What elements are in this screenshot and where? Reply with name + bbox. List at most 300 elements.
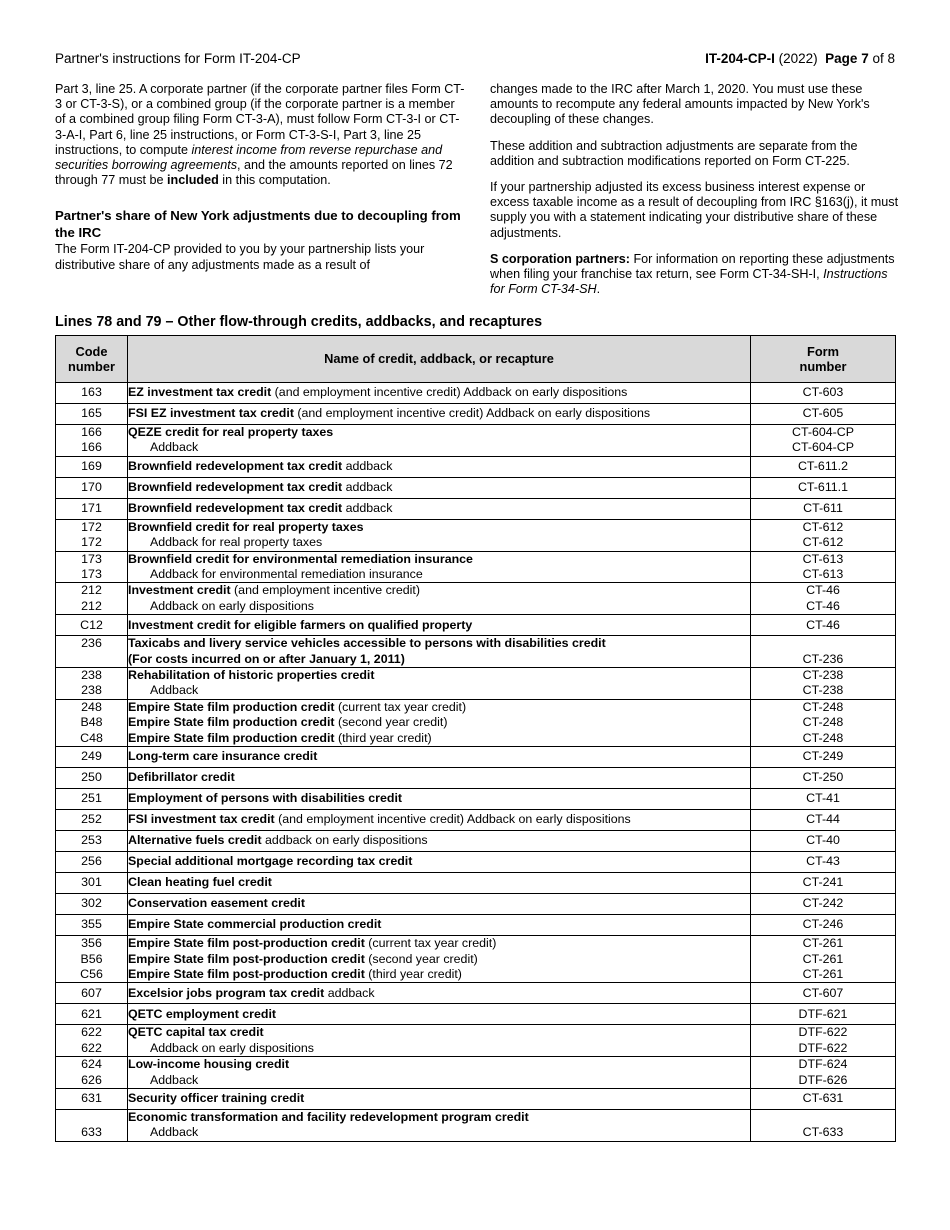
- credit-name-bold: Alternative fuels credit: [128, 833, 262, 848]
- credit-name-bold: Empire State film production credit: [128, 699, 335, 714]
- form-number: CT-633: [802, 1125, 844, 1140]
- cell-form-number: [751, 810, 896, 831]
- credit-name-bold: Security officer training credit: [128, 1091, 305, 1106]
- credit-name-line: [128, 967, 750, 982]
- form-number: CT-603: [802, 385, 844, 400]
- cell-credit-name: [128, 747, 751, 768]
- credit-name-plain: (second year credit): [364, 951, 478, 966]
- credit-name-line: [128, 520, 750, 535]
- table-row: [56, 747, 896, 768]
- cell-form-number: [751, 1025, 896, 1057]
- credit-name-line: [128, 791, 750, 806]
- form-number: DTF-621: [798, 1006, 848, 1021]
- rp4-period: .: [596, 282, 601, 297]
- table-row: [56, 915, 896, 936]
- table-row: [56, 810, 896, 831]
- form-number: CT-250: [802, 770, 844, 785]
- credit-name-line: [128, 1041, 750, 1056]
- form-number: CT-612: [802, 535, 844, 550]
- cell-form-number: [751, 636, 896, 668]
- right-paragraph-3: If your partnership adjusted its excess business interest expense or excess taxable income as a result of decoupling from IRC §163(j), it must supply you with a statement indicating your distributive share of these adjustments.: [490, 180, 899, 240]
- right-column: [490, 82, 902, 297]
- form-number: CT-631: [802, 1091, 844, 1106]
- credit-name-line: [128, 749, 750, 764]
- code-number: 171: [81, 501, 102, 516]
- cell-code-number: [56, 936, 128, 983]
- form-number: CT-46: [806, 598, 840, 613]
- table-row: [56, 425, 896, 457]
- code-number: 622: [81, 1040, 102, 1055]
- form-number: CT-236: [802, 651, 844, 666]
- cell-code-number: [56, 425, 128, 457]
- credit-name-bold: Excelsior jobs program tax credit: [128, 985, 325, 1000]
- year-text: (2022): [778, 51, 818, 66]
- cell-code-number: [56, 456, 128, 477]
- code-number: 626: [81, 1072, 102, 1087]
- cell-code-number: [56, 789, 128, 810]
- form-number: CT-261: [802, 936, 844, 951]
- cell-form-number: [751, 1109, 896, 1141]
- form-number: CT-238: [802, 683, 844, 698]
- credit-name-line: [128, 952, 750, 967]
- form-number: CT-611.2: [797, 459, 849, 474]
- cell-code-number: [56, 498, 128, 519]
- code-number: 633: [81, 1125, 102, 1140]
- credit-name-plain: (third year credit): [364, 966, 462, 981]
- rp4-text: For information on reporting these adjustments when filing your franchise tax return, see Form CT-34-SH-I,: [490, 251, 895, 282]
- cell-code-number: [56, 1088, 128, 1109]
- cell-credit-name: [128, 404, 751, 425]
- credit-name-bold: Conservation easement credit: [128, 896, 305, 911]
- cell-code-number: [56, 477, 128, 498]
- form-number: CT-261: [802, 951, 844, 966]
- credit-name-plain: (third year credit): [334, 730, 432, 745]
- column-header-line: number: [68, 359, 115, 374]
- credit-name-line: [128, 385, 750, 400]
- form-number: CT-604-CP: [792, 440, 854, 455]
- form-id: IT-204-CP-I: [705, 51, 775, 66]
- credit-name-line: [128, 459, 750, 474]
- credit-name-line: [128, 700, 750, 715]
- credit-name-line: [128, 936, 750, 951]
- form-number: CT-43: [806, 854, 840, 869]
- right-paragraph-2: These addition and subtraction adjustments are separate from the addition and subtraction modifications reported on Form CT-225.: [490, 138, 858, 168]
- credit-name-bold: Brownfield redevelopment tax credit: [128, 480, 343, 495]
- credit-name-bold: QETC employment credit: [128, 1006, 277, 1021]
- credit-name-line: [128, 731, 750, 746]
- column-header-line: Code: [75, 343, 108, 359]
- cell-code-number: [56, 747, 128, 768]
- code-number: 624: [81, 1057, 102, 1072]
- credit-name-bold: QETC capital tax credit: [128, 1025, 264, 1040]
- cell-code-number: [56, 831, 128, 852]
- form-number: CT-248: [802, 715, 844, 730]
- table-row: [56, 699, 896, 746]
- credit-name-bold: Long-term care insurance credit: [128, 749, 318, 764]
- credit-name-line: [128, 599, 750, 614]
- credit-name-plain: (current tax year credit): [364, 936, 497, 951]
- code-number: 212: [81, 598, 102, 613]
- table-row: [56, 873, 896, 894]
- credit-name-line: [128, 1057, 750, 1072]
- table-row: [56, 477, 896, 498]
- table-row: [56, 1004, 896, 1025]
- code-number: 165: [81, 406, 102, 421]
- cell-credit-name: [128, 789, 751, 810]
- cell-code-number: [56, 551, 128, 583]
- credit-name-line: [128, 567, 750, 582]
- cell-form-number: [751, 1004, 896, 1025]
- page-label: Page 7: [825, 51, 869, 66]
- code-number: 236: [81, 636, 102, 651]
- cell-credit-name: [128, 668, 751, 700]
- credit-name-line: [128, 501, 750, 516]
- code-number: 302: [81, 896, 102, 911]
- table-row: [56, 583, 896, 615]
- spacer: [55, 199, 467, 208]
- column-header-line: Form: [807, 343, 839, 359]
- table-body: [56, 383, 896, 1142]
- code-number: 166: [81, 440, 102, 455]
- credit-name-bold: (For costs incurred on or after January 1, 2011): [128, 651, 405, 666]
- cell-code-number: [56, 583, 128, 615]
- credit-name-line: [128, 1125, 750, 1140]
- cell-credit-name: [128, 1025, 751, 1057]
- form-number: CT-612: [802, 519, 844, 534]
- code-number: B48: [80, 715, 103, 730]
- credit-name-plain: Addback: [150, 1072, 199, 1087]
- cell-credit-name: [128, 636, 751, 668]
- code-number: 251: [81, 791, 102, 806]
- code-number: 163: [81, 385, 102, 400]
- cell-code-number: [56, 1004, 128, 1025]
- credit-name-line: [128, 715, 750, 730]
- credit-name-line: [128, 833, 750, 848]
- credit-name-plain: addback: [342, 480, 393, 495]
- table-row: [56, 404, 896, 425]
- credit-name-plain: Addback for real property taxes: [150, 535, 323, 550]
- credit-name-bold: Clean heating fuel credit: [128, 875, 272, 890]
- code-number: 631: [81, 1091, 102, 1106]
- code-number: 172: [81, 519, 102, 534]
- left-column: [55, 82, 467, 273]
- cell-form-number: [751, 873, 896, 894]
- page-of: of 8: [872, 51, 895, 66]
- code-number: 250: [81, 770, 102, 785]
- cell-credit-name: [128, 852, 751, 873]
- cell-form-number: [751, 852, 896, 873]
- credit-name-plain: addback: [324, 985, 375, 1000]
- credit-name-bold: Brownfield redevelopment tax credit: [128, 501, 343, 516]
- code-number: 248: [81, 699, 102, 714]
- credit-name-bold: EZ investment tax credit: [128, 385, 272, 400]
- cell-form-number: [751, 498, 896, 519]
- form-number: CT-249: [802, 749, 844, 764]
- credit-name-bold: Empire State film production credit: [128, 715, 335, 730]
- code-number: 356: [81, 936, 102, 951]
- code-number: 166: [81, 425, 102, 439]
- cell-code-number: [56, 1109, 128, 1141]
- code-number: 256: [81, 854, 102, 869]
- credit-name-plain: addback: [342, 501, 393, 516]
- cell-credit-name: [128, 873, 751, 894]
- column-header-line: Name of credit, addback, or recapture: [324, 351, 554, 367]
- cell-form-number: [751, 583, 896, 615]
- cell-form-number: [751, 668, 896, 700]
- table-row: [56, 852, 896, 873]
- form-number: CT-46: [806, 583, 840, 598]
- cell-credit-name: [128, 768, 751, 789]
- code-number: 622: [81, 1025, 102, 1040]
- credit-name-line: [128, 683, 750, 698]
- credit-name-bold: Economic transformation and facility redevelopment program credit: [128, 1109, 529, 1124]
- code-number: 621: [81, 1006, 102, 1021]
- cell-form-number: [751, 615, 896, 636]
- code-number: 253: [81, 833, 102, 848]
- credit-name-line: [128, 652, 750, 667]
- code-number: 172: [81, 535, 102, 550]
- cell-form-number: [751, 383, 896, 404]
- cell-credit-name: [128, 1057, 751, 1089]
- credit-name-line: [128, 875, 750, 890]
- credit-name-line: [128, 986, 750, 1001]
- cell-credit-name: [128, 936, 751, 983]
- credit-name-line: [128, 636, 750, 651]
- credit-name-plain: Addback for environmental remediation insurance: [150, 567, 423, 582]
- form-number: CT-44: [806, 812, 840, 827]
- cell-credit-name: [128, 519, 751, 551]
- table-row: [56, 894, 896, 915]
- column-header-form: [751, 336, 896, 383]
- credit-name-line: [128, 480, 750, 495]
- cell-credit-name: [128, 1109, 751, 1141]
- code-number: 169: [81, 459, 102, 474]
- credit-name-bold: Empire State film production credit: [128, 730, 335, 745]
- cell-code-number: [56, 852, 128, 873]
- table-row: [56, 1025, 896, 1057]
- table-row: [56, 519, 896, 551]
- table-row: [56, 498, 896, 519]
- cell-code-number: [56, 768, 128, 789]
- code-number: 173: [81, 551, 102, 566]
- column-header-name: [128, 336, 751, 383]
- cell-form-number: [751, 915, 896, 936]
- form-number: CT-241: [802, 875, 844, 890]
- table-row: [56, 1057, 896, 1089]
- form-number: CT-613: [802, 551, 844, 566]
- cell-code-number: [56, 404, 128, 425]
- credit-name-line: [128, 812, 750, 827]
- code-number: 238: [81, 683, 102, 698]
- credit-name-line: [128, 535, 750, 550]
- form-number: CT-242: [802, 896, 844, 911]
- credit-name-bold: Empire State film post-production credit: [128, 951, 365, 966]
- code-number: B56: [80, 951, 103, 966]
- credit-name-bold: Investment credit: [128, 583, 231, 598]
- credit-name-plain: Addback: [150, 440, 199, 455]
- form-number: DTF-622: [798, 1040, 848, 1055]
- cell-code-number: [56, 699, 128, 746]
- form-number: CT-248: [802, 730, 844, 745]
- code-number: 249: [81, 749, 102, 764]
- code-number: 355: [81, 917, 102, 932]
- left-paragraph-1: [55, 82, 467, 188]
- cell-credit-name: [128, 615, 751, 636]
- credit-name-bold: Defibrillator credit: [128, 770, 235, 785]
- cell-form-number: [751, 456, 896, 477]
- table-header-row: [56, 336, 896, 383]
- code-number: C56: [80, 966, 103, 981]
- cell-code-number: [56, 873, 128, 894]
- cell-form-number: [751, 747, 896, 768]
- credit-name-bold: Brownfield credit for real property taxes: [128, 519, 364, 534]
- table-head: [56, 336, 896, 383]
- code-number: C48: [80, 730, 103, 745]
- code-number: 170: [81, 480, 102, 495]
- credit-name-line: [128, 668, 750, 683]
- cell-credit-name: [128, 699, 751, 746]
- table-row: [56, 551, 896, 583]
- credit-name-plain: (and employment incentive credit) Addback on early dispositions: [271, 385, 628, 400]
- cell-form-number: [751, 519, 896, 551]
- lp1-bold: included: [167, 173, 219, 188]
- form-number: CT-261: [802, 966, 844, 981]
- left-paragraph-2: The Form IT-204-CP provided to you by your partnership lists your distributive share of any adjustments made as a result of: [55, 242, 425, 272]
- credit-name-bold: Empire State film post-production credit: [128, 966, 365, 981]
- cell-form-number: [751, 699, 896, 746]
- table-row: [56, 768, 896, 789]
- code-number: 252: [81, 812, 102, 827]
- cell-code-number: [56, 1025, 128, 1057]
- credit-name-plain: Addback: [150, 1125, 199, 1140]
- cell-form-number: [751, 1088, 896, 1109]
- form-number: CT-46: [806, 617, 840, 632]
- form-number: CT-613: [802, 567, 844, 582]
- code-number: 607: [81, 985, 102, 1000]
- table-row: [56, 1109, 896, 1141]
- cell-form-number: [751, 477, 896, 498]
- cell-credit-name: [128, 551, 751, 583]
- credit-name-line: [128, 440, 750, 455]
- table-caption: Lines 78 and 79 – Other flow-through credits, addbacks, and recaptures: [55, 314, 543, 330]
- credit-name-bold: Rehabilitation of historic properties credit: [128, 668, 375, 683]
- cell-form-number: [751, 983, 896, 1004]
- credit-name-line: [128, 552, 750, 567]
- credit-name-line: [128, 770, 750, 785]
- cell-code-number: [56, 668, 128, 700]
- cell-code-number: [56, 983, 128, 1004]
- code-number: 238: [81, 668, 102, 683]
- cell-credit-name: [128, 1088, 751, 1109]
- credit-name-plain: addback: [342, 459, 393, 474]
- credit-name-plain: Addback: [150, 683, 199, 698]
- credit-name-bold: Special additional mortgage recording tax credit: [128, 854, 413, 869]
- form-number: CT-607: [802, 985, 844, 1000]
- form-number: CT-238: [802, 668, 844, 683]
- table-row: [56, 668, 896, 700]
- table-row: [56, 456, 896, 477]
- credit-name-bold: Empire State commercial production credit: [128, 917, 382, 932]
- cell-code-number: [56, 1057, 128, 1089]
- credit-name-bold: Taxicabs and livery service vehicles accessible to persons with disabilities credit: [128, 636, 606, 651]
- table-row: [56, 615, 896, 636]
- cell-form-number: [751, 425, 896, 457]
- lp1-italic: interest income from reverse repurchase and securities borrowing agreements: [55, 142, 443, 173]
- cell-credit-name: [128, 810, 751, 831]
- credit-name-bold: Employment of persons with disabilities credit: [128, 791, 403, 806]
- credit-name-line: [128, 583, 750, 598]
- cell-code-number: [56, 915, 128, 936]
- cell-credit-name: [128, 831, 751, 852]
- cell-form-number: [751, 551, 896, 583]
- cell-code-number: [56, 894, 128, 915]
- credit-name-line: [128, 854, 750, 869]
- cell-code-number: [56, 810, 128, 831]
- cell-code-number: [56, 636, 128, 668]
- credit-name-bold: FSI investment tax credit: [128, 812, 275, 827]
- cell-credit-name: [128, 456, 751, 477]
- table-row: [56, 831, 896, 852]
- credit-name-plain: Addback on early dispositions: [150, 1040, 314, 1055]
- credit-name-plain: (and employment incentive credit): [230, 583, 420, 598]
- credit-name-bold: Brownfield credit for environmental remediation insurance: [128, 551, 473, 566]
- cell-form-number: [751, 894, 896, 915]
- credit-name-plain: addback on early dispositions: [261, 833, 428, 848]
- cell-credit-name: [128, 915, 751, 936]
- lp1-part-c: in this computation.: [218, 173, 331, 188]
- cell-credit-name: [128, 1004, 751, 1025]
- credit-name-plain: (and employment incentive credit) Addback on early dispositions: [293, 406, 651, 421]
- credit-name-bold: Investment credit for eligible farmers on qualified property: [128, 617, 473, 632]
- form-number: DTF-622: [798, 1025, 848, 1040]
- credit-name-plain: (second year credit): [334, 715, 448, 730]
- code-number: 212: [81, 583, 102, 598]
- cell-credit-name: [128, 477, 751, 498]
- credit-name-bold: Low-income housing credit: [128, 1057, 290, 1072]
- table-row: [56, 789, 896, 810]
- cell-credit-name: [128, 383, 751, 404]
- table-row: [56, 983, 896, 1004]
- column-header-line: number: [799, 359, 847, 374]
- cell-form-number: [751, 1057, 896, 1089]
- credit-name-line: [128, 425, 750, 440]
- credit-name-bold: Brownfield redevelopment tax credit: [128, 459, 343, 474]
- cell-credit-name: [128, 583, 751, 615]
- right-paragraph-4: [490, 252, 902, 298]
- form-number: CT-41: [806, 791, 840, 806]
- cell-code-number: [56, 519, 128, 551]
- running-head-right: [705, 50, 895, 68]
- credit-name-line: [128, 406, 750, 421]
- column-header-code: [56, 336, 128, 383]
- cell-credit-name: [128, 425, 751, 457]
- form-number: CT-40: [806, 833, 840, 848]
- cell-form-number: [751, 768, 896, 789]
- lp1-part-b: , and the amounts reported on lines 72 through 77 must be: [55, 158, 453, 188]
- cell-code-number: [56, 615, 128, 636]
- credit-name-plain: (and employment incentive credit) Addback on early dispositions: [274, 812, 631, 827]
- credit-name-line: [128, 618, 750, 633]
- code-number: C12: [80, 617, 103, 632]
- running-head-left: Partner's instructions for Form IT-204-CP: [55, 51, 301, 66]
- credit-name-line: [128, 896, 750, 911]
- cell-form-number: [751, 831, 896, 852]
- cell-form-number: [751, 936, 896, 983]
- left-heading: Partner's share of New York adjustments due to decoupling from the IRC: [55, 208, 461, 240]
- form-number: CT-611.1: [797, 480, 849, 495]
- form-number: CT-246: [802, 917, 844, 932]
- credit-name-line: [128, 1110, 750, 1125]
